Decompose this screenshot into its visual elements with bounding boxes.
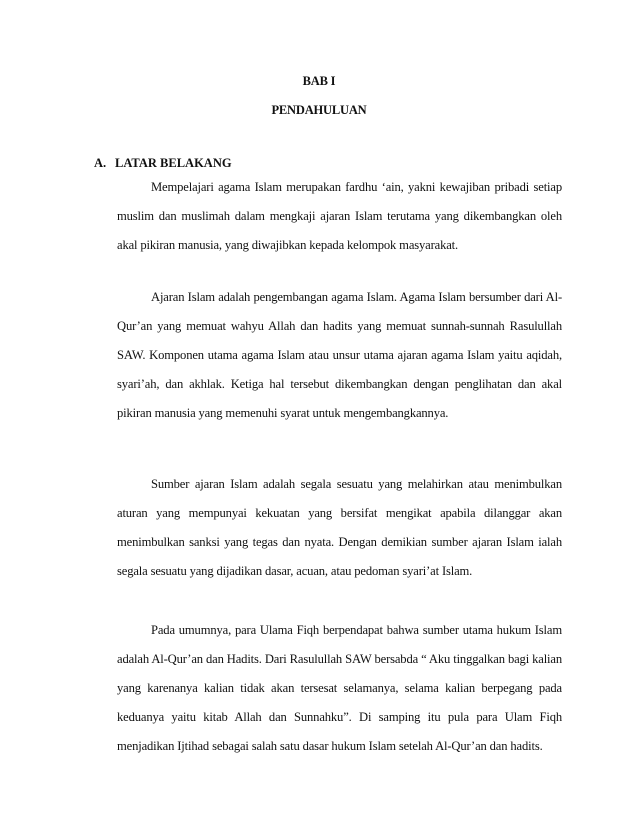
paragraph-2: Ajaran Islam adalah pengembangan agama Islam. Agama Islam bersumber dari Al-Qur’an yang memuat wahyu Allah dan hadits yang memuat sunnah-sunnah Rasulullah SAW. Komponen utama agama Islam atau unsur utama ajaran agama Islam yaitu aqidah, syari’ah, dan akhlak. Ketiga hal tersebut dikembangkan dengan penglihatan dan akal pikiran manusia yang memenuhi syarat untuk mengembangkannya. [117,290,562,420]
section-heading [94,156,232,171]
section-number: A. [94,156,107,170]
chapter-title: PENDAHULUAN [271,103,367,117]
section-title: LATAR BELAKANG [115,156,232,170]
chapter-number: BAB I [302,74,336,88]
paragraph-4: Pada umumnya, para Ulama Fiqh berpendapat bahwa sumber utama hukum Islam adalah Al-Qur’an dan Hadits. Dari Rasulullah SAW bersabda “ Aku tinggalkan bagi kalian yang karenanya kalian tidak akan tersesat selamanya, selama kalian berpegang pada keduanya yaitu kitab Allah dan Sunnahku”. Di samping itu pula para Ulam Fiqh menjadikan Ijtihad sebagai salah satu dasar hukum Islam setelah Al-Qur’an dan hadits. [117,623,562,753]
paragraph-1: Mempelajari agama Islam merupakan fardhu ‘ain, yakni kewajiban pribadi setiap muslim dan muslimah dalam mengkaji ajaran Islam terutama yang dikembangkan oleh akal pikiran manusia, yang diwajibkan kepada kelompok masyarakat. [117,180,562,252]
paragraph-3: Sumber ajaran Islam adalah segala sesuatu yang melahirkan atau menimbulkan aturan yang mempunyai kekuatan yang bersifat mengikat apabila dilanggar akan menimbulkan sanksi yang tegas dan nyata. Dengan demikian sumber ajaran Islam ialah segala sesuatu yang dijadikan dasar, acuan, atau pedoman syari’at Islam. [117,477,562,578]
